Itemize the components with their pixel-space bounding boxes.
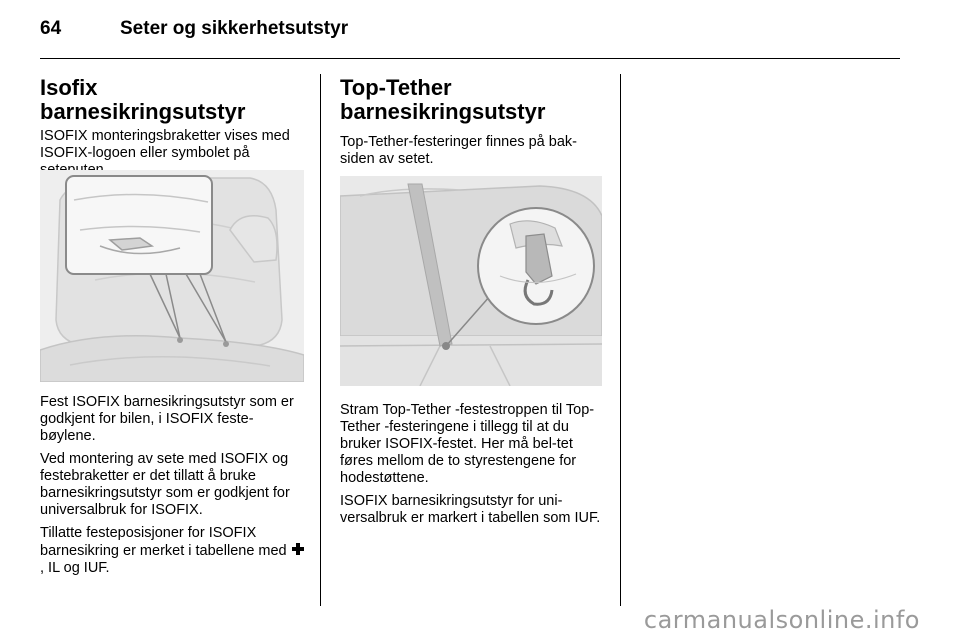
left-column-body xyxy=(40,394,306,583)
top-tether-drawing xyxy=(340,176,602,386)
para-3-tail: , IL og IUF. xyxy=(40,560,110,576)
isofix-para-1: Fest ISOFIX barnesikringsutstyr som er godkjent for bilen, i ISOFIX feste-bøylene. xyxy=(40,394,294,444)
isofix-seat-drawing xyxy=(40,170,304,382)
left-column xyxy=(40,76,306,185)
page-number: 64 xyxy=(40,18,62,39)
top-tether-intro: Top-Tether-festeringer finnes på bak-siden av setet. xyxy=(340,134,577,167)
isofix-intro: ISOFIX monteringsbraketter vises med ISOFIX-logoen eller symbolet på xyxy=(40,128,290,161)
isofix-seat-illustration xyxy=(40,170,304,382)
header-rule xyxy=(40,58,900,59)
column-divider-2 xyxy=(620,74,621,606)
top-tether-para-2: ISOFIX barnesikringsutstyr for uni-versalbruk er markert i tabellen som IUF. xyxy=(340,493,601,526)
middle-column xyxy=(340,76,604,174)
watermark: carmanualsonline.info xyxy=(643,606,920,634)
top-tether-para-1: Stram Top-Tether -festestroppen til Top-Tether -festeringene i tillegg til at du bruker ISOFIX-festet. Her må bel-tet føres mellom de to styrestengene for hodestøttene. xyxy=(340,402,595,486)
top-tether-heading-line2: barnesikringsutstyr xyxy=(340,99,546,124)
isofix-para-3 xyxy=(40,525,306,577)
top-tether-heading-line1: Top-Tether xyxy=(340,75,452,100)
plus-icon xyxy=(291,542,305,556)
running-title: Seter og sikkerhetsutstyr xyxy=(120,18,349,39)
column-divider-1 xyxy=(320,74,321,606)
para-3-text: Tillatte festeposisjoner for ISOFIX barnesikring er merket i tabellene med xyxy=(40,525,287,559)
top-tether-illustration xyxy=(340,176,602,386)
page-header xyxy=(40,18,900,48)
middle-column-body xyxy=(340,402,606,533)
isofix-para-2: Ved montering av sete med ISOFIX og festebraketter er det tillatt å bruke barnesikringsutstyr som er godkjent for universalbruk for ISOFIX. xyxy=(40,451,290,518)
isofix-heading: Isofix barnesikringsutstyr xyxy=(40,75,246,124)
